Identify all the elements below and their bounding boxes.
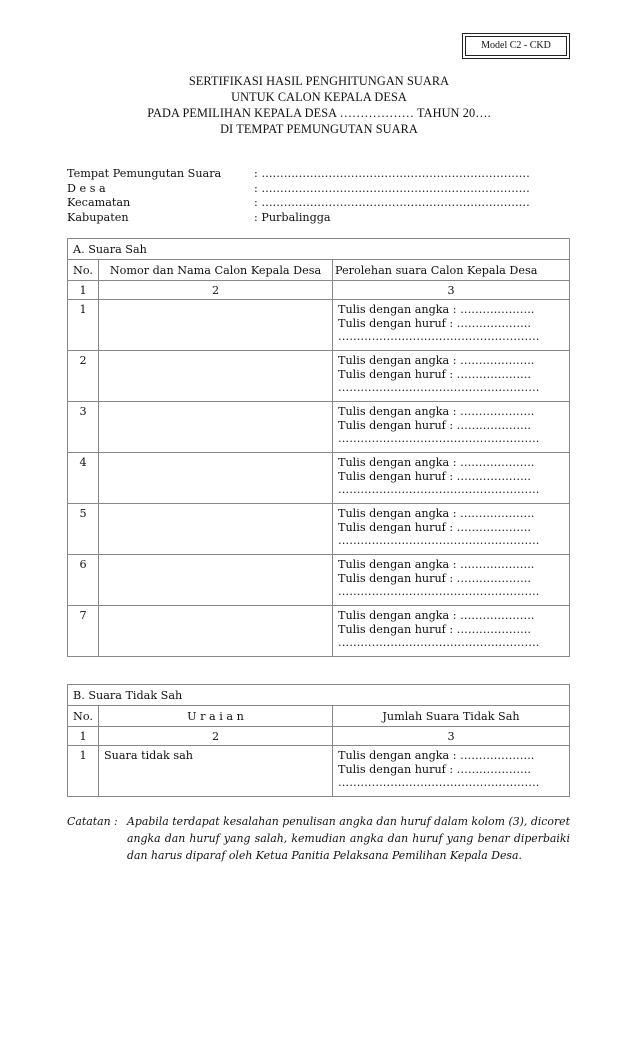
vote-field bbox=[333, 351, 570, 402]
candidate-row bbox=[68, 351, 570, 402]
candidate-name-cell bbox=[99, 351, 333, 402]
col-header-no: No. bbox=[68, 260, 99, 281]
numeric-line: Tulis dengan angka : ……………….. bbox=[338, 609, 535, 622]
info-value: : Purbalingga bbox=[254, 210, 331, 224]
info-row-desa bbox=[67, 182, 577, 197]
info-label: Tempat Pemungutan Suara bbox=[67, 167, 222, 180]
words-line: Tulis dengan huruf : ……………….. bbox=[338, 762, 531, 776]
candidate-name-cell bbox=[99, 402, 333, 453]
candidate-row bbox=[68, 504, 570, 555]
words-line: Tulis dengan huruf : ……………….. bbox=[338, 520, 531, 534]
info-label: Kabupaten bbox=[67, 210, 129, 224]
words-line: Tulis dengan huruf : ……………….. bbox=[338, 316, 531, 330]
candidate-row bbox=[68, 402, 570, 453]
candidate-name-cell bbox=[99, 606, 333, 657]
vote-field bbox=[333, 453, 570, 504]
document-title bbox=[60, 73, 578, 137]
title-line-1: SERTIFIKASI HASIL PENGHITUNGAN SUARA bbox=[188, 74, 450, 88]
row-number: 4 bbox=[68, 453, 99, 504]
col-index: 2 bbox=[99, 727, 333, 746]
col-index: 3 bbox=[333, 727, 570, 746]
numeric-line: Tulis dengan angka : ……………….. bbox=[338, 558, 535, 571]
section-b-title: B. Suara Tidak Sah bbox=[68, 685, 570, 706]
location-info bbox=[67, 167, 577, 225]
col-header-candidate: Nomor dan Nama Calon Kepala Desa bbox=[99, 260, 333, 281]
candidate-name-cell bbox=[99, 504, 333, 555]
dotted-line: ……………………………………………… bbox=[338, 776, 540, 789]
info-value: : ……………………………………………………………… bbox=[254, 167, 530, 180]
numeric-line: Tulis dengan angka : ……………….. bbox=[338, 354, 535, 367]
row-number: 2 bbox=[68, 351, 99, 402]
vote-field bbox=[333, 402, 570, 453]
dotted-line: ……………………………………………… bbox=[338, 432, 540, 445]
col-header-uraian: U r a i a n bbox=[99, 706, 333, 727]
words-line: Tulis dengan huruf : ……………….. bbox=[338, 469, 531, 483]
row-number: 7 bbox=[68, 606, 99, 657]
col-index: 1 bbox=[68, 727, 99, 746]
title-line-2: UNTUK CALON KEPALA DESA bbox=[231, 90, 407, 104]
row-number: 1 bbox=[68, 300, 99, 351]
candidate-row bbox=[68, 606, 570, 657]
note-label: Catatan : bbox=[67, 815, 118, 828]
candidate-name-cell bbox=[99, 453, 333, 504]
dotted-line: ……………………………………………… bbox=[338, 585, 540, 598]
info-row-kabupaten bbox=[67, 211, 577, 226]
vote-field bbox=[333, 300, 570, 351]
numeric-line: Tulis dengan angka : ……………….. bbox=[338, 405, 535, 418]
col-header-votes: Perolehan suara Calon Kepala Desa bbox=[333, 260, 570, 281]
invalid-row bbox=[68, 746, 570, 797]
numeric-line: Tulis dengan angka : ……………….. bbox=[338, 749, 535, 762]
row-number: 6 bbox=[68, 555, 99, 606]
numeric-line: Tulis dengan angka : ……………….. bbox=[338, 507, 535, 520]
candidate-row bbox=[68, 555, 570, 606]
words-line: Tulis dengan huruf : ……………….. bbox=[338, 367, 531, 381]
info-value: : ……………………………………………………………… bbox=[254, 181, 530, 195]
row-number: 1 bbox=[68, 746, 99, 797]
vote-field bbox=[333, 504, 570, 555]
col-header-invalid: Jumlah Suara Tidak Sah bbox=[333, 706, 570, 727]
col-index: 3 bbox=[333, 281, 570, 300]
col-index: 2 bbox=[99, 281, 333, 300]
note bbox=[67, 814, 570, 864]
numeric-line: Tulis dengan angka : ……………….. bbox=[338, 456, 535, 469]
col-index: 1 bbox=[68, 281, 99, 300]
note-text: Apabila terdapat kesalahan penulisan angka dan huruf dalam kolom (3), dicoret angka dan huruf yang salah, kemudian angka dan huruf yang benar diperbaiki dan harus diparaf oleh Ketua Panitia Pelaksana Pemilihan Kepala Desa. bbox=[127, 815, 570, 862]
title-line-4: DI TEMPAT PEMUNGUTAN SUARA bbox=[220, 122, 418, 136]
candidate-row bbox=[68, 453, 570, 504]
info-label: D e s a bbox=[67, 181, 106, 195]
vote-field bbox=[333, 746, 570, 797]
row-number: 3 bbox=[68, 402, 99, 453]
dotted-line: ……………………………………………… bbox=[338, 381, 540, 394]
dotted-line: ……………………………………………… bbox=[338, 330, 540, 343]
numeric-line: Tulis dengan angka : ……………….. bbox=[338, 303, 535, 316]
title-line-3: PADA PEMILIHAN KEPALA DESA ……………… TAHUN 20…. bbox=[147, 106, 491, 120]
row-description: Suara tidak sah bbox=[99, 746, 333, 797]
row-number: 5 bbox=[68, 504, 99, 555]
model-label: Model C2 - CKD bbox=[465, 36, 567, 56]
invalid-votes-table bbox=[67, 684, 570, 797]
words-line: Tulis dengan huruf : ……………….. bbox=[338, 622, 531, 636]
info-label: Kecamatan bbox=[67, 196, 131, 209]
dotted-line: ……………………………………………… bbox=[338, 636, 540, 649]
info-row-tps bbox=[67, 167, 577, 182]
words-line: Tulis dengan huruf : ……………….. bbox=[338, 418, 531, 432]
info-row-kecamatan bbox=[67, 196, 577, 211]
words-line: Tulis dengan huruf : ……………….. bbox=[338, 571, 531, 585]
col-header-no: No. bbox=[68, 706, 99, 727]
vote-field bbox=[333, 555, 570, 606]
section-a-title: A. Suara Sah bbox=[68, 239, 570, 260]
candidate-name-cell bbox=[99, 300, 333, 351]
valid-votes-table bbox=[67, 238, 570, 657]
info-value: : ……………………………………………………………… bbox=[254, 196, 530, 209]
candidate-name-cell bbox=[99, 555, 333, 606]
model-label-box bbox=[462, 33, 570, 59]
candidate-row bbox=[68, 300, 570, 351]
vote-field bbox=[333, 606, 570, 657]
dotted-line: ……………………………………………… bbox=[338, 483, 540, 496]
dotted-line: ……………………………………………… bbox=[338, 534, 540, 547]
